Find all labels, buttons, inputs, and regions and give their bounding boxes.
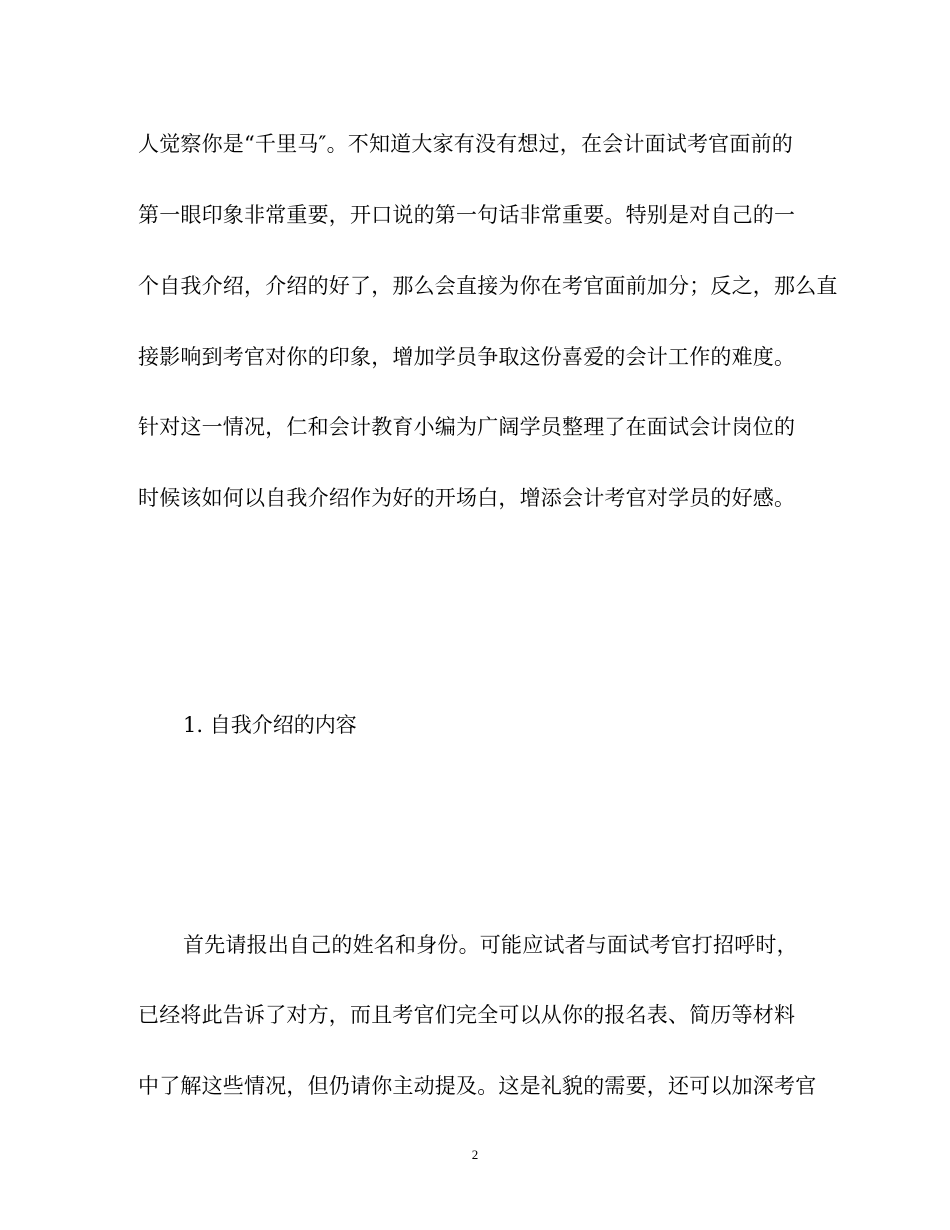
paragraph-1-line-6: 时候该如何以自我介绍作为好的开场白，增添会计考官对学员的好感。 <box>138 486 796 510</box>
paragraph-2-line-2: 已经将此告诉了对方，而且考官们完全可以从你的报名表、简历等材料 <box>138 1003 796 1027</box>
paragraph-1-line-4: 接影响到考官对你的印象，增加学员争取这份喜爱的会计工作的难度。 <box>138 345 796 369</box>
paragraph-2-line-1: 首先请报出自己的姓名和身份。可能应试者与面试考官打招呼时， <box>183 933 798 957</box>
paragraph-2-line-3: 中了解这些情况，但仍请你主动提及。这是礼貌的需要，还可以加深考官 <box>138 1074 817 1098</box>
page-number: 2 <box>471 1147 479 1162</box>
paragraph-1-line-5: 针对这一情况，仁和会计教育小编为广阔学员整理了在面试会计岗位的 <box>138 415 796 439</box>
paragraph-1-line-2: 第一眼印象非常重要，开口说的第一句话非常重要。特别是对自己的一 <box>138 203 796 227</box>
paragraph-1-line-1: 人觉察你是“千里马″。不知道大家有没有想过，在会计面试考官面前的 <box>138 132 793 156</box>
section-heading: 1. 自我介绍的内容 <box>183 713 357 737</box>
paragraph-1-line-3: 个自我介绍，介绍的好了，那么会直接为你在考官面前加分；反之，那么直 <box>138 274 838 298</box>
